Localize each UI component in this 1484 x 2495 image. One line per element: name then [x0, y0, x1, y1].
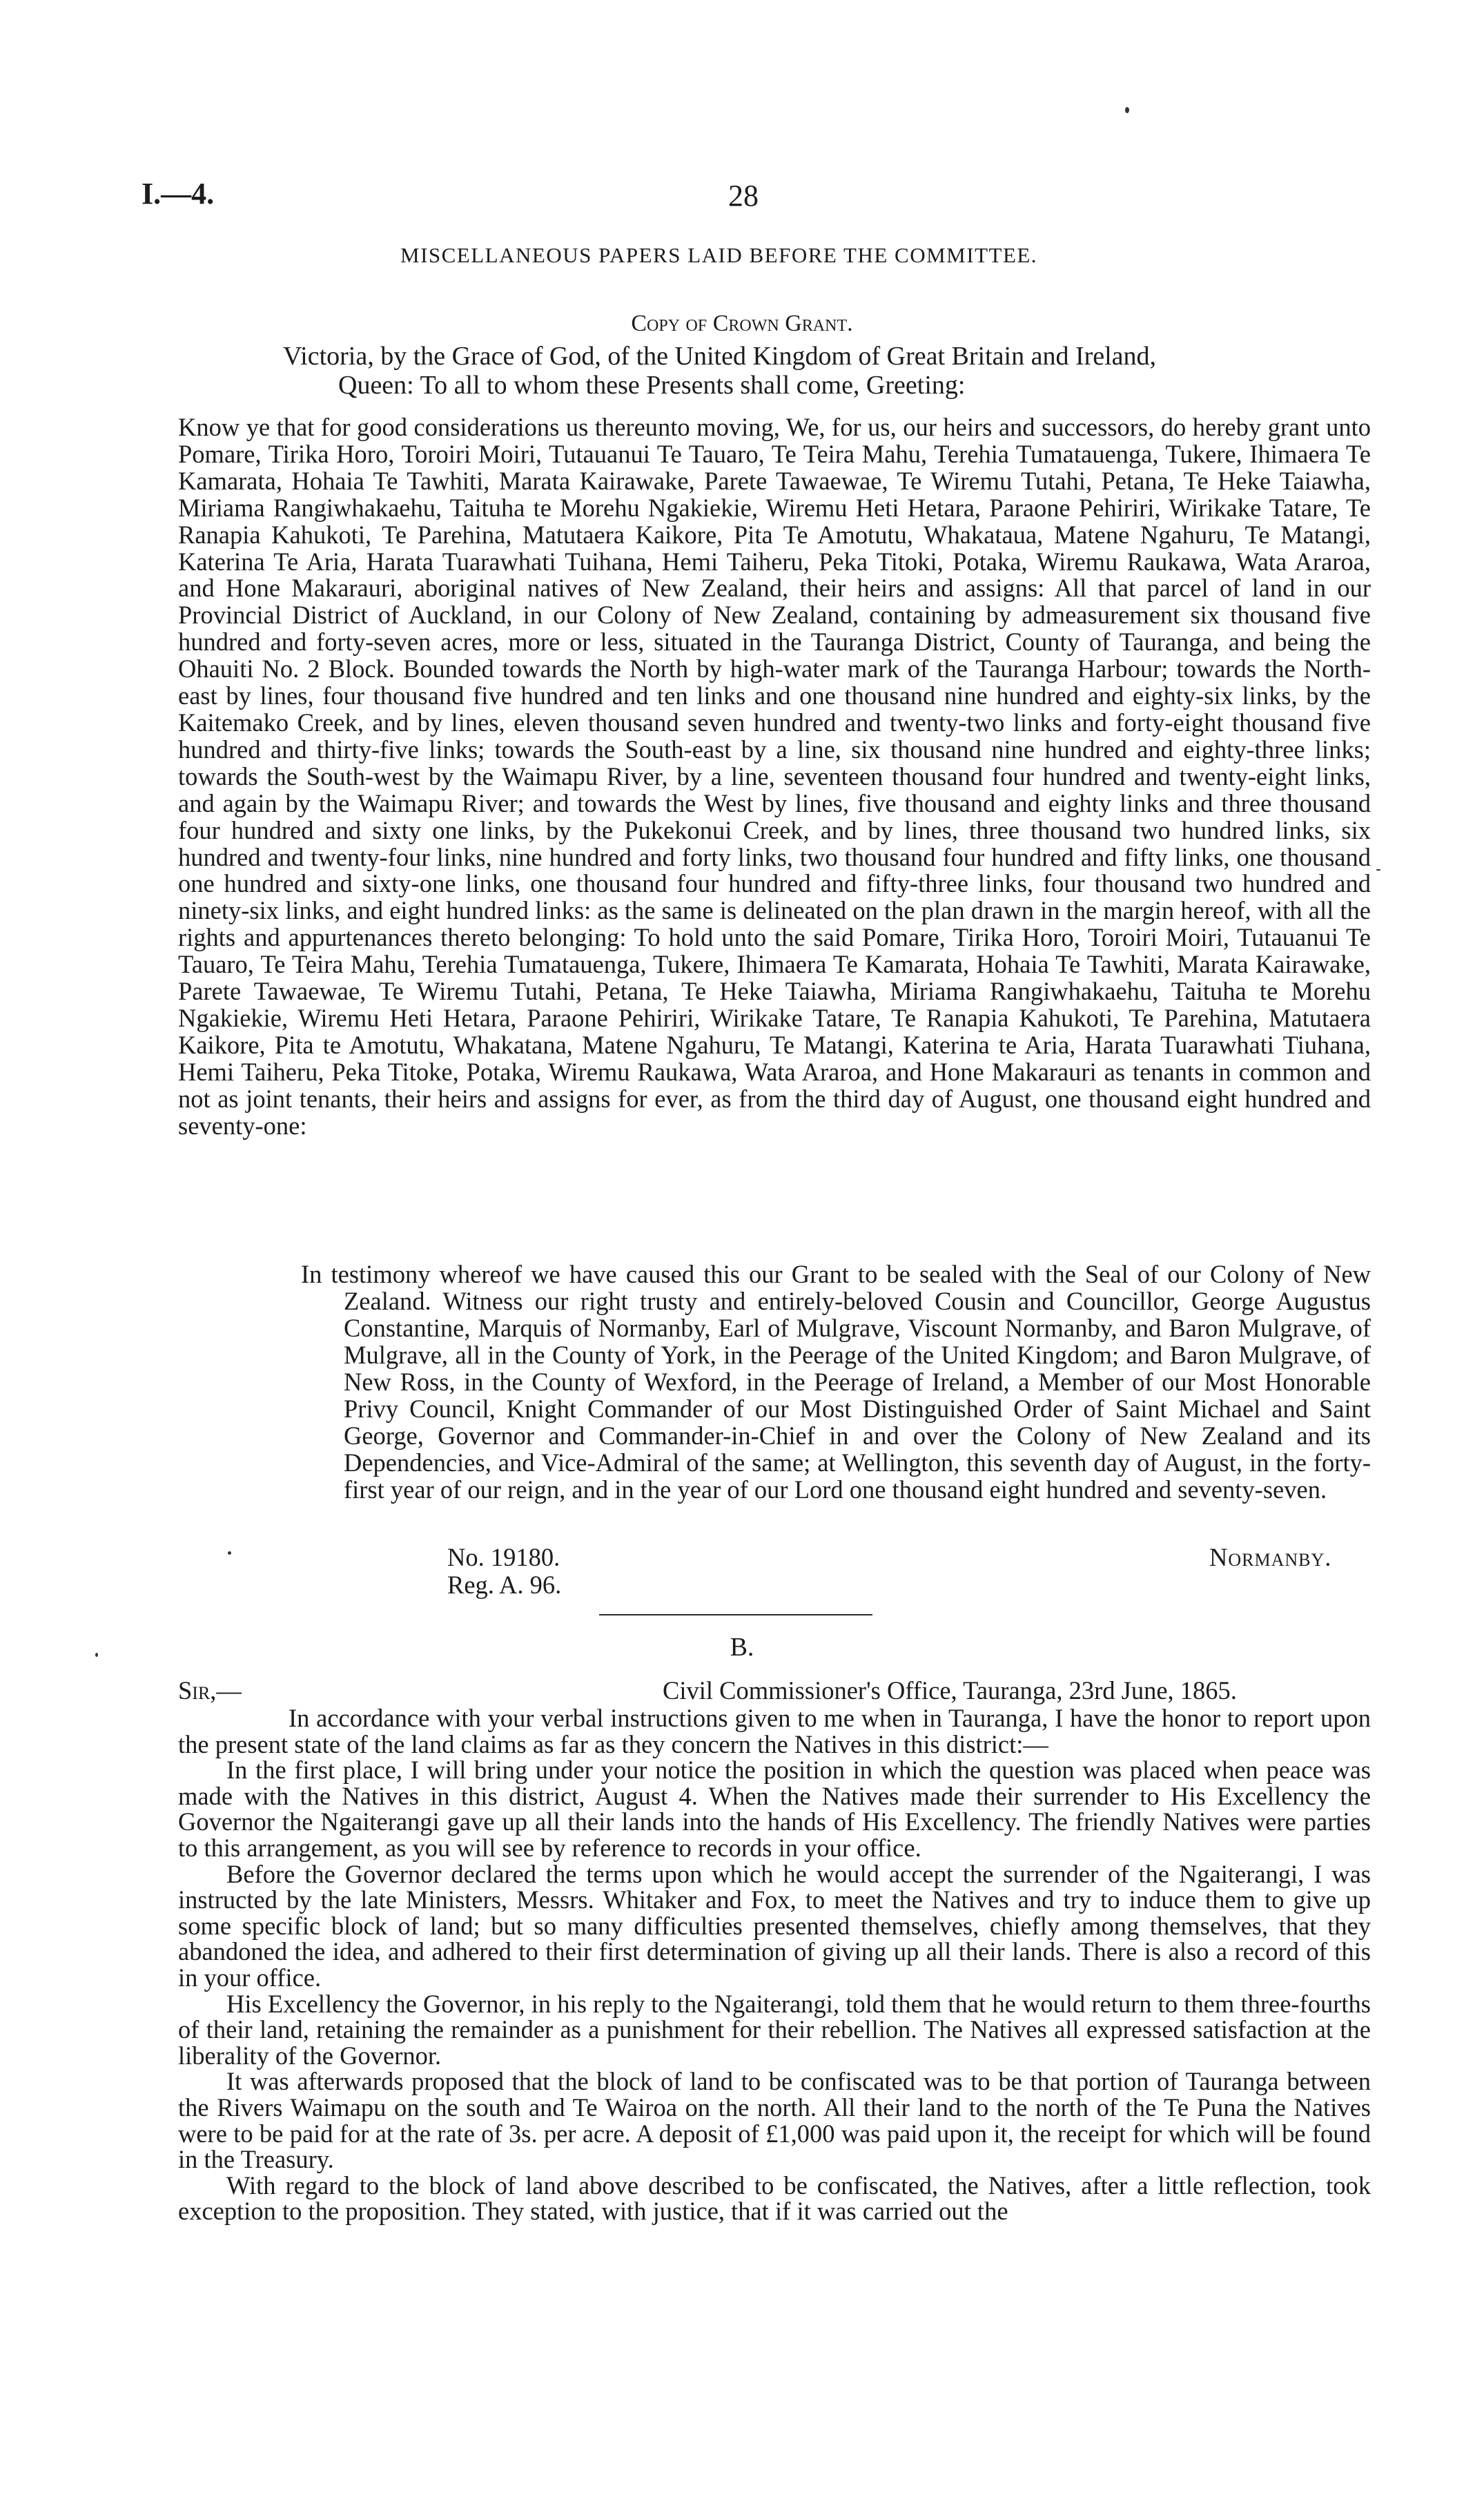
signatory: Normanby. [1209, 1543, 1332, 1571]
grant-number: No. 19180. [447, 1543, 560, 1571]
grant-title: Copy of Crown Grant. [631, 311, 853, 336]
scan-speck [1376, 869, 1380, 871]
letter-paragraph: Before the Governor declared the terms upon which he would accept the surrender of the Ngaiterangi, I was instructed by the late Ministers, Messrs. Whitaker and Fox, to meet the Natives and try to induce them to give up some specific block of land; but so many difficulties presented themselves, chiefly among themselves, that they abandoned the idea, and adhered to their first determination of giving up all their lands. There is also a record of this in your office. [178, 1859, 1371, 1992]
section-heading: MISCELLANEOUS PAPERS LAID BEFORE THE COMMITTEE. [400, 243, 1038, 267]
grant-body-paragraph: Know ye that for good considerations us thereunto moving, We, for us, our heirs and successors, do hereby grant unto Pomare, Tirika Horo, Toroiri Moiri, Tutauanui Te Tauaro, Te Teira Mahu, Terehia Tumatauenga, Tukere, Ihimaera Te Kamarata, Hohaia Te Tawhiti, Marata Kairawake, Parete Tawaewae, Te Wiremu Tutahi, Petana, Te Heke Taiawha, Miriama Rangiwhakaehu, Taituha te Morehu Ngakiekie, Wiremu Heti Hetara, Paraone Pehiriri, Wirikake Tatare, Te Ranapia Kahukoti, Te Parehina, Matutaera Kaikore, Pita Te Amotutu, Whakataua, Matene Ngahuru, Te Matangi, Katerina Te Aria, Harata Tuarawhati Tuihana, Hemi Taiheru, Peka Titoki, Potaka, Wiremu Raukawa, Wata Araroa, and Hone Makarauri, aboriginal natives of New Zealand, their heirs and assigns: All that parcel of land in our Provincial District of Auckland, in our Colony of New Zealand, containing by admeasurement six thousand five hundred and forty-seven acres, more or less, situated in the Tauranga District, County of Tauranga, and being the Ohauiti No. 2 Block. Bounded towards the North by high-water mark of the Tauranga Harbour; towards the North-east by lines, four thousand five hundred and ten links and one thousand nine hundred and eighty-six links, by the Kaitemako Creek, and by lines, eleven thousand seven hundred and twenty-two links and forty-eight thousand five hundred and thirty-five links; towards the South-east by a line, six thousand nine hundred and eighty-three links; towards the South-west by the Waimapu River, by a line, seventeen thousand four hundred and twenty-eight links, and again by the Waimapu River; and towards the West by lines, five thousand and eighty links and three thousand four hundred and sixty one links, by the Pukekonui Creek, and by lines, three thousand two hundred links, six hundred and twenty-four links, nine hundred and forty links, two thousand four hundred and fifty links, one thousand one hundred and sixty-one links, one thousand four hundred and fifty-three links, four thousand two hundred and ninety-six links, and eight hundred links: as the same is delineated on the plan drawn in the margin hereof, with all the rights and appurtenances thereto belonging: To hold unto the said Pomare, Tirika Horo, Toroiri Moiri, Tutauanui Te Tauaro, Te Teira Mahu, Terehia Tumatauenga, Tukere, Ihimaera Te Kamarata, Hohaia Te Tawhiti, Marata Kairawake, Parete Tawaewae, Te Wiremu Tutahi, Petana, Te Heke Taiawha, Miriama Rangiwhakaehu, Taituha te Morehu Ngakiekie, Wiremu Heti Hetara, Paraone Pehiriri, Wirikake Tatare, Te Ranapia Kahukoti, Te Parehina, Matutaera Kaikore, Pita te Amotutu, Whakatana, Matene Ngahuru, Te Matangi, Katerina te Aria, Harata Tuarawhati Tiuhana, Hemi Taiheru, Peka Titoke, Potaka, Wiremu Raukawa, Wata Araroa, and Hone Makarauri as tenants in common and not as joint tenants, their heirs and assigns for ever, as from the third day of August, one thousand eight hundred and seventy-one: [178, 413, 1371, 1140]
grant-body [178, 414, 1371, 1139]
section-divider [599, 1614, 872, 1615]
letter-paragraph: In the first place, I will bring under your notice the position in which the question was placed when peace was made with the Natives in this district, August 4. When the Natives made their surrender to His Excellency the Governor the Ngaiterangi gave up all their lands into the hands of His Excellency. The friendly Natives were parties to this arrangement, as you will see by reference to records in your office. [178, 1756, 1371, 1862]
scan-speck [95, 1653, 98, 1657]
letter-paragraph: With regard to the block of land above described to be confiscated, the Natives, after a little reflection, took exception to the proposition. They stated, with justice, that if it was carried out the [178, 2171, 1371, 2226]
letter-dateline: Civil Commissioner's Office, Tauranga, 23rd June, 1865. [663, 1676, 1237, 1705]
section-letter: B. [730, 1633, 754, 1662]
letter-paragraph: His Excellency the Governor, in his reply to the Ngaiterangi, told them that he would return to them three-fourths of their land, retaining the remainder as a punishment for their rebellion. The Natives all expressed satisfaction at the liberality of the Governor. [178, 1989, 1371, 2070]
grant-registration [447, 1544, 561, 1599]
document-reference: I.—4. [141, 177, 215, 211]
letter-salutation: Sir,— [178, 1676, 242, 1705]
grant-opening-line-1: Victoria, by the Grace of God, of the United Kingdom of Great Britain and Ireland, [283, 342, 1157, 371]
scan-speck [228, 1551, 231, 1555]
page-number: 28 [728, 179, 759, 213]
testimony-paragraph: In testimony whereof we have caused this our Grant to be sealed with the Seal of our Colony of New Zealand. Witness our right trusty and entirely-beloved Cousin and Councillor, George Augustus Constantine, Marquis of Normanby, Earl of Mulgrave, Viscount Normanby, and Baron Mulgrave, of Mulgrave, all in the County of York, in the Peerage of the United Kingdom; and Baron Mulgrave, of New Ross, in the County of Wexford, in the Peerage of Ireland, a Member of our Most Honorable Privy Council, Knight Commander of our Most Distinguished Order of Saint Michael and Saint George, Governor and Commander-in-Chief in and over the Colony of New Zealand and its Dependencies, and Vice-Admiral of the same; at Wellington, this seventh day of August, in the forty-first year of our reign, and in the year of our Lord one thousand eight hundred and seventy-seven. [301, 1260, 1371, 1504]
letter-body [178, 1705, 1371, 2224]
grant-reg: Reg. A. 96. [447, 1571, 562, 1599]
grant-opening-line-2: Queen: To all to whom these Presents shall come, Greeting: [338, 371, 966, 400]
letter-paragraph: It was afterwards proposed that the block of land to be confiscated was to be that portion of Tauranga between the Rivers Waimapu on the south and Te Wairoa on the north. All their land to the north of the Te Puna the Natives were to be paid for at the rate of 3s. per acre. A deposit of £1,000 was paid upon it, the receipt for which will be found in the Treasury. [178, 2067, 1371, 2174]
scan-speck [1125, 107, 1129, 113]
letter-paragraph: In accordance with your verbal instructions given to me when in Tauranga, I have the honor to report upon the present state of the land claims as far as they concern the Natives in this district:— [178, 1704, 1371, 1758]
grant-opening [283, 342, 1367, 400]
grant-testimony [301, 1260, 1371, 1504]
